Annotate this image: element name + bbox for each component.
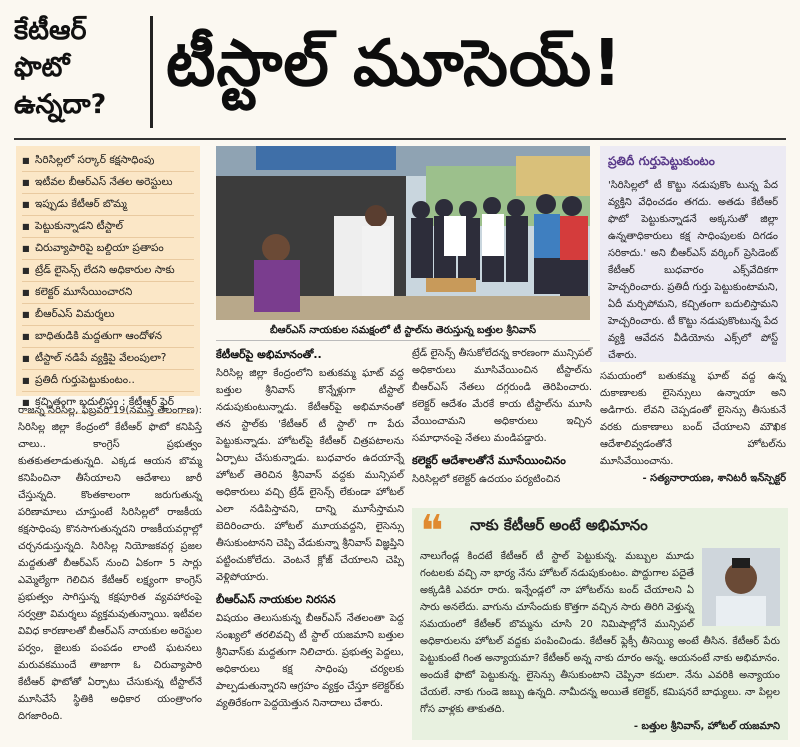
sidebar-continued bbox=[600, 368, 786, 487]
highlights-box bbox=[16, 146, 200, 408]
column-3-subhead: కలెక్టర్ ఆదేశాలతోనే మూసేయించినం bbox=[412, 454, 566, 467]
interview-title: నాకు కేటీఆర్ అంటే అభిమానం bbox=[470, 516, 648, 534]
kicker-question: కేటీఆర్ ఫొటో ఉన్నదా? bbox=[14, 15, 107, 120]
column-3-text: ట్రేడ్ లైసెన్స్ తీసుకోలేదన్న కారణంగా మున్సిపల్ అధికారులు మూసివేయించిన టీస్టాల్‌ను బీఆర్ఎస్ నేతలు దగ్గరుండి తెరిపించారు. కలెక్టర్ ఆదేశం మేరకే కాయ టీస్టాల్‌ను మూసి వేయించామని అధికారులు ఇచ్చిన సమాధానంపై నేతలు మండిపడ్డారు. bbox=[412, 348, 592, 444]
sidebar-body: 'సిరిసిల్లలో టీ కొట్టు నడుపుకొం టున్న పేద వ్యక్తిని వేధించడం తగదు. అతడు కేటీఆర్ ఫొటో పెట్టుకున్నాడనే అక్కసుతో జిల్లా ఉన్నతాధికారులు కక్ష సాధింపులకు దిగడం సరికాదు.' అని బీఆర్ఎస్ వర్కింగ్ ప్రెసిడెంట్ కేటీఆర్ బుధవారం ఎక్స్‌వేదికగా హెచ్చరించారు. ప్రతిదీ గుర్తు పెట్టుకుంటామని, ఏదీ మర్చిపోమని, కచ్చితంగా బదులిస్తామని హెచ్చరించారు. టీ కొట్టు నడుపుకొంటున్న పేద వ్యక్తి ఆవేదన వీడియోను ఎక్స్‌లో పోస్ట్ చేశారు. bbox=[608, 180, 778, 361]
highlight-item: ■ పెట్టుకున్నాడని టీస్టాల్ bbox=[22, 216, 194, 238]
sidebar-title: ప్రతిదీ గుర్తుపెట్టుకుంటం bbox=[608, 154, 715, 168]
highlight-item: ■ ఇప్పుడు కేటీఆర్ బొమ్మ bbox=[22, 194, 194, 216]
header-rule bbox=[14, 138, 786, 140]
page-headline: టీస్టాల్ మూసెయ్! bbox=[166, 27, 623, 101]
column-2-text-2: విషయం తెలుసుకున్న బీఆర్ఎస్ నేతలంతా పెద్ద సంఖ్యలో తరలివచ్చి టీ స్టాల్ యజమాని బత్తుల శ్రీనివాస్‌కు మద్దతుగా నిలిచారు. ప్రభుత్వ పెద్దలు, అధికారులు కక్ష సాధింపు చర్యలకు పాల్పడుతున్నారని ఆగ్రహం వ్యక్తం చేస్తూ కలెక్టర్‌కు వ్యతిరేకంగా పెద్దయెత్తున నినాదాలు చేశారు. bbox=[216, 613, 404, 709]
highlight-item: ■ కలెక్టర్ మూసేయించారని bbox=[22, 282, 194, 304]
header-divider bbox=[150, 16, 153, 128]
column-3-text-2: సిరిసిల్లలో కలెక్టర్ ఉదయం పర్యటించిన bbox=[412, 474, 561, 485]
highlight-item: ■ చిరువ్యాపారిపై బల్దియా ప్రతాపం bbox=[22, 238, 194, 260]
interview-signature: - బత్తుల శ్రీనివాస్, హోటల్ యజమాని bbox=[633, 721, 780, 732]
photo-illustration bbox=[216, 146, 590, 320]
photo-caption: బీఆర్ఎస్ నాయకుల సమక్షంలో టీ స్టాల్‌ను తెరుస్తున్న బత్తుల శ్రీనివాస్ bbox=[216, 322, 590, 341]
highlight-item: ■ బీఆర్ఎస్ విమర్శలు bbox=[22, 304, 194, 326]
news-photo bbox=[216, 146, 590, 320]
sidebar-signature: - సత్యనారాయణ, శానిటరీ ఇన్‌స్పెక్టర్ bbox=[642, 473, 786, 484]
column-2-subhead-2: బీఆర్ఎస్ నాయకుల నిరసన bbox=[216, 593, 336, 606]
quote-icon: ❝ bbox=[420, 506, 444, 557]
article-column-3 bbox=[412, 345, 592, 488]
column-2-subhead: కేటీఆర్‌పై అభిమానంతో.. bbox=[216, 348, 322, 361]
sidebar-box bbox=[600, 146, 786, 362]
highlight-item: ■ ఇటీవల బీఆర్ఎస్ నేతల అరెస్టులు bbox=[22, 172, 194, 194]
column-2-text: సిరిసిల్ల జిల్లా కేంద్రంలోని బతుకమ్మ ఘాట్ వద్ద బత్తుల శ్రీనివాస్ కొన్నేళ్లుగా టీస్టాల్ నడుపుకుంటున్నాడు. కేటీఆర్‌పై అభిమానంతో తన స్టాల్‌కు 'కేటీఆర్ టీ స్టాల్' గా పేరు పెట్టుకున్నాడు. హోటల్‌పై కేటీఆర్ చిత్రపటాలను ఏర్పాటు చేసుకున్నాడు. బుధవారం ఉదయాన్నే హోటల్ తెరిచిన శ్రీనివాస్ వద్దకు మున్సిపల్ అధికారులు వచ్చి ట్రేడ్ లైసెన్స్ లేకుండా హోటల్ ఎలా నడిపిస్తావని, దాన్ని మూసేస్తామని బెదిరించారు. హోటల్ మూయవద్దని, లైసెన్సు తీసుకుంటానని చెప్పి వేడుకున్నా శ్రీనివాస్ విజ్ఞప్తిని పట్టించుకోలేదు. వెంటనే క్లోజ్ చేయాలని చెప్పి వెళ్లిపోయారు. bbox=[216, 368, 404, 583]
highlight-item: ■ ప్రతిదీ గుర్తుపెట్టుకుంటం.. bbox=[22, 370, 194, 392]
article-column-2 bbox=[216, 345, 404, 712]
highlight-item: ■ టీస్టాల్ నడిపే వ్యక్తిపై వేలంపులా? bbox=[22, 348, 194, 370]
interview-text: నాలుగేండ్ల కిందటే కేటీఆర్ టీ స్టాల్ పెట్టుకున్న. మబ్బుల మూడు గంటలకు వచ్చి నా భార్య నేను హోటల్ నడుపుకుంటం. పొద్దుగాల పదైతే అక్కడికి ఎవరూ రారు. ఇన్నేండ్లలో నా హోటల్‌ను బంద్ చేయాలని ఏ సారు అనలేదు. వాగును చూసేందుకు కొత్తగా వచ్చిన సారు తిరిగి వెళ్తున్న సమయంలో కేటీఆర్ బొమ్మను చూసి 20 నిమిషాల్లోనే మున్సిపల్ అధికారులను హోటల్ వద్దకు పంపించిండు. కేటీఆర్ ఫ్లెక్సీ తీసెయ్యి అంటే తీసిన. కేటీఆర్ పేరు పెట్టుకుంటే గింత అన్యాయమా? కేటీఆర్ అన్న నాకు దూరం అన్న. ఆయనంటే నాకు అభిమానం. అందుకే ఫొటో పెట్టుకున్న. లైసెన్సు తీసుకుంటాని చెప్పినా కదులా. నేను ఎవరికి అన్యాయం చేయలే. నాకు గుండె జబ్బు ఉన్నది. నామీదన్న అయితే కలెక్టర్, కమిషనరే బాధ్యులు. నా పిల్లల గోస వాళ్లకు తాకుతది. bbox=[420, 551, 780, 715]
sidebar-continued-text: సమయంలో బతుకమ్మ ఘాట్ వద్ద ఉన్న దుకాణాలకు లైసెన్సులు ఉన్నాయా అని అడిగారు. లేవని చెప్పడంతో లైసెన్సు తీసుకునే వరకు దుకాణాలు బంద్ చేయాలని మౌఖిక ఆదేశాలివ్వడంతోనే హోటల్‌ను మూసివేయించాను. bbox=[600, 371, 786, 467]
highlight-item: ■ కచ్చితంగా బదులిస్తం : కేటీఆర్ ఫైర్ bbox=[22, 392, 194, 414]
highlight-item: ■ ట్రేడ్ లైసెన్స్ లేదని అధికారుల సాకు bbox=[22, 260, 194, 282]
article-column-1: రాజన్న సిరిసిల్ల, ఫిబ్రవరి 19(నమస్తే తెలంగాణ): సిరిసిల్ల జిల్లా కేంద్రంలో కేటీఆర్ ఫొటో కనిపిస్తే చాలు.. కాంగ్రెస్ ప్రభుత్వం కుతకుతలాడుతున్నది. ఎక్కడ ఆయన బొమ్మ కనిపించినా తీసేయాలని ఆదేశాలు జారీ చేస్తున్నది. కొంతకాలంగా జరుగుతున్న పరిణామాలు చూస్తుంటే సిరిసిల్లలో రాజకీయ కక్షసాధింపు కొనసాగుతున్నదని రాజకీయవర్గాల్లో చర్చనడుస్తున్నది. సిరిసిల్ల నియోజకవర్గ ప్రజల మద్దతుతో బీఆర్ఎస్ నుంచి ఏకంగా 5 సార్లు ఎమ్మెల్యేగా గెలిచిన కేటీఆర్ లక్ష్యంగా కాంగ్రెస్ ప్రభుత్వం సాగిస్తున్న కక్షపూరిత వ్యవహారంపై సర్వత్రా విమర్శలు వ్యక్తమవుతున్నాయి. ఇటీవల వివిధ కారణాలతో బీఆర్ఎస్ నాయకుల అరెస్టుల పర్వం, జైలుకు పంపడం లాంటి ఘటనలు మరువకముందే తాజాగా ఓ చిరువ్యాపారి కేటీఆర్ ఫొటోతో ఏర్పాటు చేసుకున్న టీస్టాల్‌నే మూసివేసే స్థితికి అధికార యంత్రాంగం దిగజారింది. bbox=[18, 405, 202, 722]
highlights-list bbox=[22, 150, 194, 414]
highlight-item: ■ బాధితుడికి మద్దతుగా ఆందోళన bbox=[22, 326, 194, 348]
interview-content bbox=[420, 548, 780, 735]
highlight-item: ■ సిరిసిల్లలో సర్కార్ కక్షసాధింపు bbox=[22, 150, 194, 172]
